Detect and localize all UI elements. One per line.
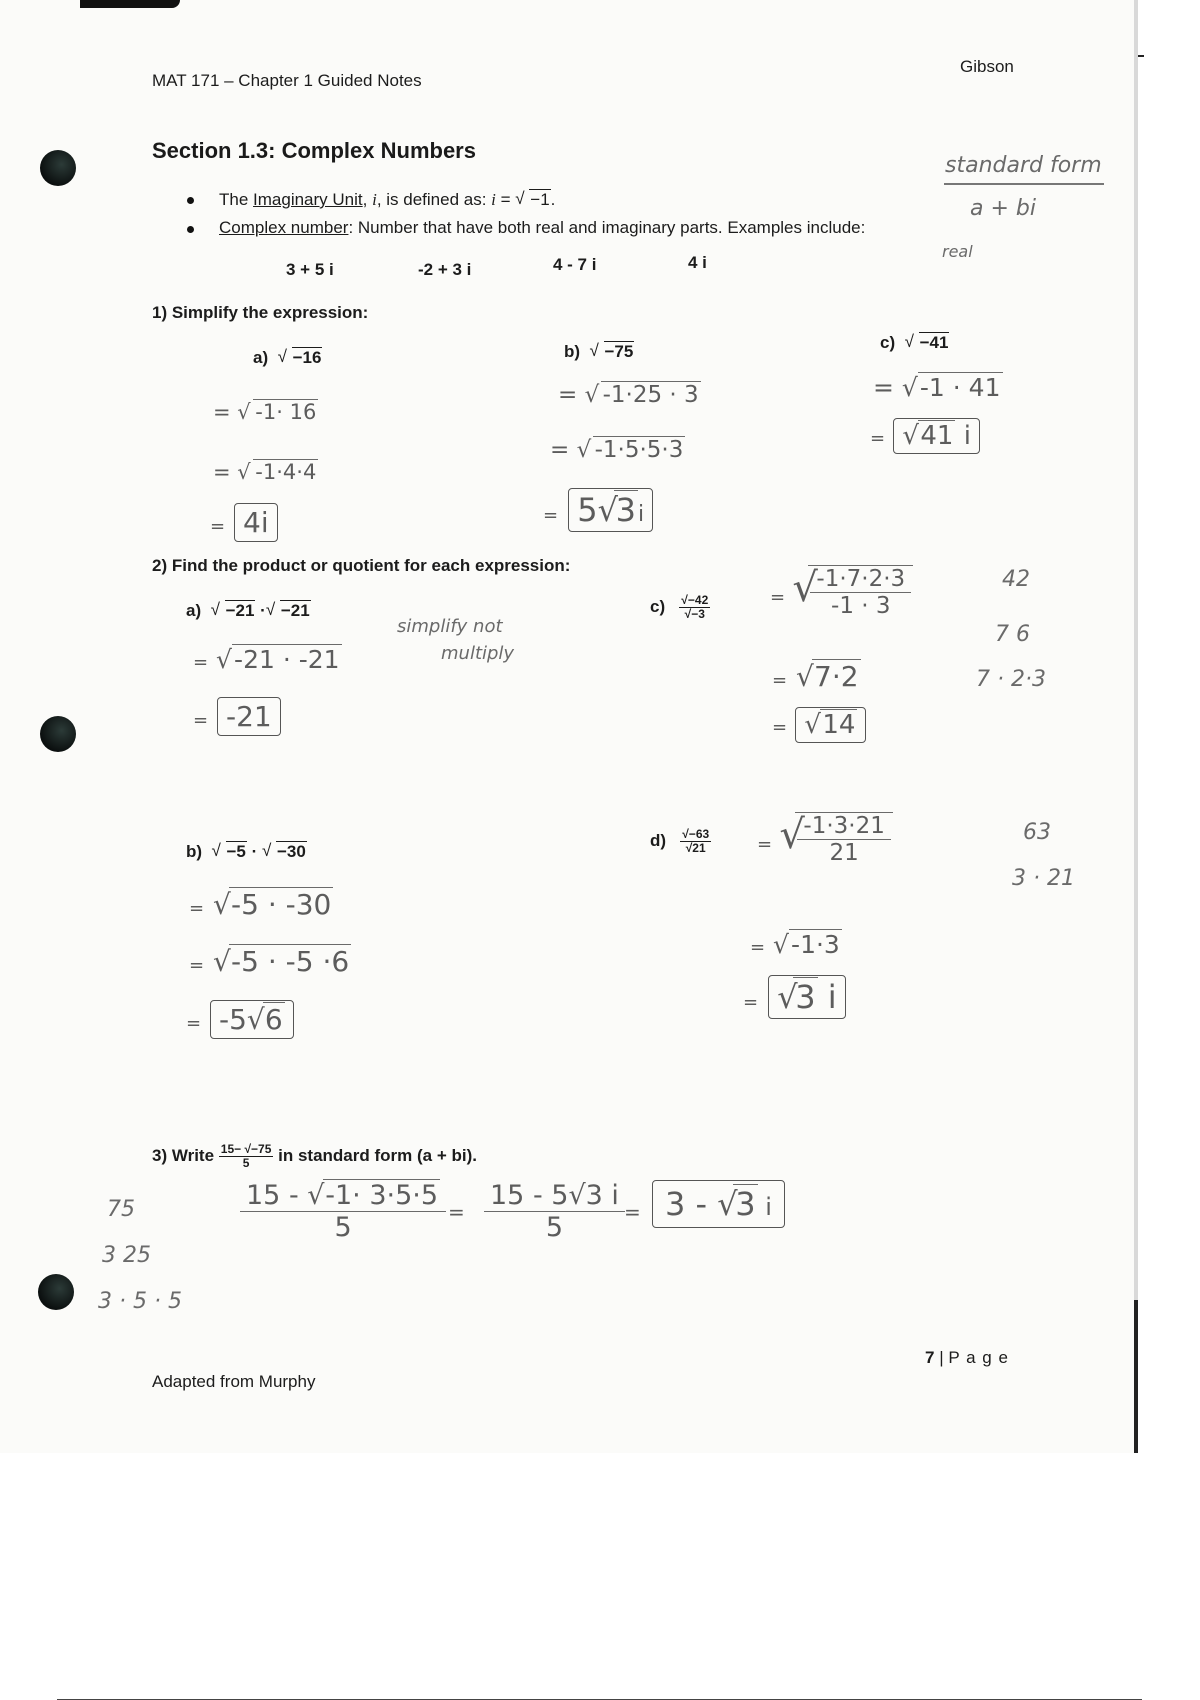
numerator: √ -1·3·21 [797,813,890,840]
p3-step-2 [484,1180,625,1243]
equals: = [772,670,788,691]
example-2: -2 + 3 i [418,260,472,279]
dot: · [246,842,262,861]
radical [796,660,861,693]
separator: | [934,1348,949,1367]
radicand: -1 · 41 [919,373,1001,402]
page-right-edge [1134,0,1138,1453]
radicand: 41 [920,421,954,451]
course-header: MAT 171 – Chapter 1 Guided Notes [152,71,422,90]
radicand: −41 [919,333,949,352]
equals: = [213,400,231,424]
p3-tree-mid: 3 25 [102,1243,151,1268]
radicand: 6 [264,1003,283,1036]
problem-3-prompt [152,1143,477,1170]
radical [266,601,311,621]
p1b-work-1 [558,382,701,408]
fraction [240,1180,446,1243]
label: a) [253,348,269,367]
radicand: -1·4·4 [255,460,317,484]
radical [717,1185,757,1223]
punch-hole-middle [40,716,76,752]
radical [598,491,638,529]
radical [905,333,950,353]
radicand: -1·5·5·3 [594,437,684,463]
answer-box [768,975,845,1019]
radical [804,710,857,740]
complex-number-term: Complex number [219,218,349,237]
radicand: −30 [277,842,306,861]
denominator: 5 [545,1212,564,1243]
i-symbol: i [637,502,645,527]
denominator: 5 [334,1212,352,1243]
label: b) [186,842,203,861]
fraction [484,1180,625,1243]
label: a) [186,601,202,620]
note-standard-form: standard form [945,153,1102,178]
p3-answer [652,1180,785,1228]
radicand: -1· 3·5·5 [325,1180,439,1211]
radicand: -5 · -5 ·6 [231,945,350,978]
answer-box [210,1000,294,1039]
answer-box [893,418,980,454]
answer-box [652,1180,785,1228]
equals: = [870,428,886,449]
answer-box: 4i [234,503,278,542]
p1a-work-1 [213,400,318,424]
p2c-work-2 [772,660,861,693]
answer-box: -21 [217,697,281,736]
bullet-dot [187,197,194,204]
denominator: 5 [242,1156,250,1170]
denominator: 21 [829,840,859,866]
radical [777,978,817,1016]
p1a-answer [210,503,278,542]
answer-box [795,707,866,743]
equals: = [213,460,231,484]
radical [213,945,351,978]
radical [237,460,318,484]
p1c-work-1 [873,373,1003,402]
p2d-tree-top: 63 [1023,820,1051,845]
radical [278,348,323,368]
dot: · [255,601,266,620]
p2c-tree-bottom: 7 · 2·3 [976,667,1046,692]
fraction [808,565,913,619]
numerator: √−42 [681,593,709,607]
imaginary-unit-term: Imaginary Unit [253,190,363,209]
radical [773,930,842,959]
numerator: 15 - 5√3 i [484,1180,625,1212]
radicand: −16 [292,348,322,367]
note-underline [944,183,1104,185]
radicand: 3 [735,1185,756,1223]
denominator: √21 [685,841,706,855]
radicand: 7·2 [814,660,859,693]
radicand: -1· 16 [255,400,317,424]
radicand: 14 [822,710,856,740]
equals: = [189,955,205,976]
note-real: real [942,242,973,261]
i-symbol: i [372,190,377,209]
prompt-text: in standard form (a + bi). [273,1145,477,1165]
radical [902,421,955,451]
numerator [240,1180,446,1212]
numerator: 15− √−75 [220,1142,272,1156]
example-3: 4 - 7 i [553,255,597,274]
imaginary-unit-definition [219,190,555,210]
fraction [219,1143,274,1170]
p2b-work-1 [189,888,333,921]
page-edge-tick [1138,55,1144,57]
p2c-tree-mid: 7 6 [995,622,1030,647]
denominator: √−3 [684,607,705,621]
radical [213,888,333,921]
text-fragment: , [362,190,373,209]
p3-equals-1: = [448,1200,465,1224]
p2c-tree-top: 42 [1002,567,1030,592]
numerator: √ -1·7·2·3 [810,566,911,593]
example-4: 4 i [688,253,707,272]
coefficient: -5 [219,1003,247,1036]
p3-equals-2: = [624,1200,641,1224]
answer-box [568,488,653,532]
radicand: -1·3 [791,930,840,959]
fraction [679,594,710,621]
radical [237,400,318,424]
punch-hole-top [40,150,76,186]
p2a-answer [193,697,281,736]
equals: = [772,717,788,738]
page-number [925,1348,1009,1368]
p2a-note-1: simplify not [397,616,503,637]
page-word: P a g e [948,1348,1009,1367]
author-name: Gibson [960,57,1014,76]
example-1: 3 + 5 i [286,260,334,279]
text-fragment: 15 - [246,1180,308,1211]
p2a-expression [186,601,311,621]
label: d) [650,830,667,850]
equals: = [558,382,578,408]
label: c) [650,596,666,616]
p1c-answer [870,418,980,454]
radicand: −1 [530,190,550,209]
equals: = [873,373,894,402]
fraction [680,828,711,855]
fraction [795,812,892,866]
section-title: Section 1.3: Complex Numbers [152,138,476,163]
radicand: 3 [795,978,816,1016]
radicand: 3 [615,491,636,529]
equals: = [550,437,570,463]
equals: = [193,710,209,731]
p1b-answer [543,488,653,532]
denominator: -1 · 3 [831,593,891,619]
p1a-work-2 [213,460,318,484]
equals: = [495,190,516,209]
note-a-plus-bi: a + bi [970,196,1036,221]
p2a-note-2: multiply [441,643,515,664]
equals: = [193,652,209,673]
i-symbol: i [963,421,971,451]
p2a-work-1 [193,645,342,674]
radical [515,190,550,210]
radicand: −5 [226,842,246,861]
equals: = [189,898,205,919]
label: c) [880,333,896,352]
problem-2-prompt: 2) Find the product or quotient for each expression: [152,556,571,575]
p2d-answer [743,975,846,1019]
p2d-tree-bottom: 3 · 21 [1012,866,1075,891]
radical [262,842,307,862]
radical [212,842,247,862]
p3-step-1 [240,1180,446,1243]
radicand: -1·25 · 3 [602,382,699,408]
punch-hole-bottom [38,1274,74,1310]
complex-number-text: : Number that have both real and imaginary parts. Examples include: [348,218,866,237]
equals: = [743,992,759,1013]
p1a-expression [253,348,322,368]
equals: = [186,1013,202,1034]
page-number-value: 7 [925,1348,935,1367]
p2c-expression [650,594,710,621]
radical [247,1003,285,1036]
page-top-edge [80,0,180,8]
page-right-shadow [1134,1300,1138,1453]
p1b-expression [564,342,634,362]
prompt-text: 3) Write [152,1145,219,1165]
coefficient: 5 [577,491,598,529]
p2c-work-1 [770,565,913,619]
radicand: −75 [604,342,634,361]
i-symbol: i [827,978,837,1016]
text-fragment: 3 - [665,1185,718,1223]
p2c-answer [772,707,866,743]
p2b-answer [186,1000,294,1039]
equals: = [757,834,773,855]
period: . [550,190,556,209]
p3-tree-top: 75 [107,1197,135,1222]
numerator: √−63 [682,827,710,841]
radical [792,565,913,619]
label: b) [564,342,581,361]
radical [577,437,686,463]
radical [585,382,701,408]
text-fragment: , is defined as: [376,190,492,209]
radicand: -21 · -21 [234,645,340,674]
radical [211,601,256,621]
bullet-dot [187,226,194,233]
equals: = [210,516,226,537]
problem-1-prompt: 1) Simplify the expression: [152,303,369,322]
radicand: -5 · -30 [231,888,332,921]
radical [216,645,342,674]
radical [779,812,892,866]
complex-number-definition [219,218,865,238]
i-symbol: i [491,190,496,209]
radical [902,373,1003,402]
i-symbol: i [757,1193,772,1221]
equals: = [750,937,766,958]
radical [590,342,635,362]
p1b-work-2 [550,437,685,463]
footer-credit: Adapted from Murphy [152,1372,316,1391]
p2b-work-2 [189,945,351,978]
text-fragment: The [219,190,254,209]
p3-tree-bottom: 3 · 5 · 5 [98,1289,182,1314]
p2d-expression [650,828,711,855]
radical [307,1180,440,1211]
p2d-work-1 [757,812,893,866]
p2d-work-2 [750,930,842,959]
p2b-expression [186,842,307,862]
equals: = [543,505,559,526]
radicand: −21 [280,601,310,620]
radicand: −21 [225,601,255,620]
p1c-expression [880,333,949,353]
equals: = [770,587,786,608]
